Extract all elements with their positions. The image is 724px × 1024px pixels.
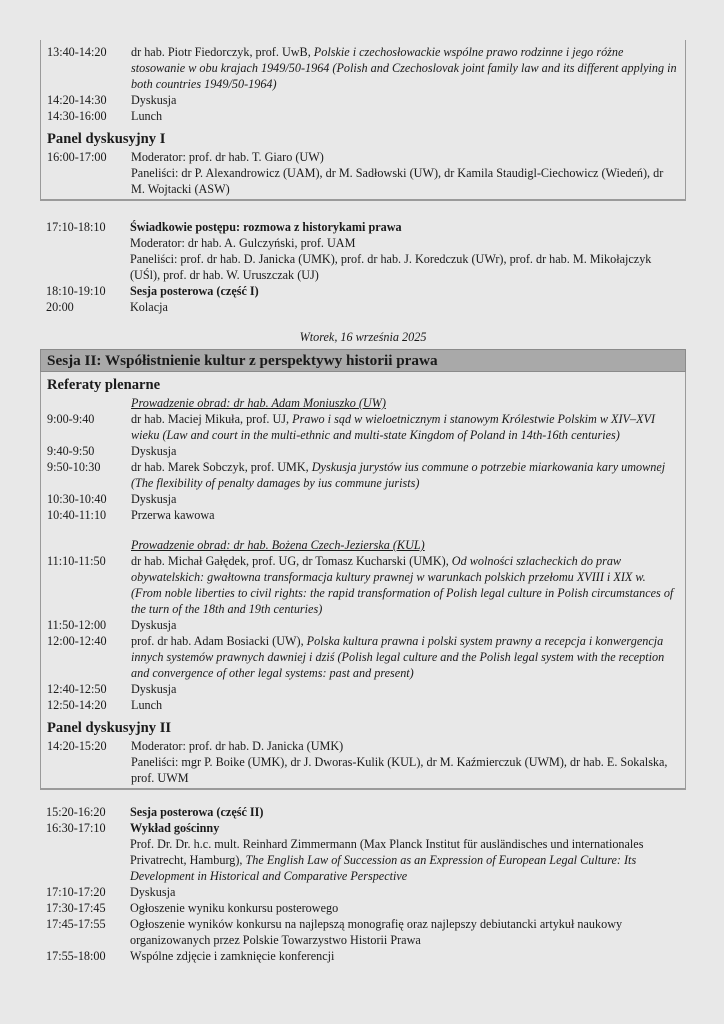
event-text: Lunch [131, 109, 163, 123]
panel1-rows [47, 149, 679, 197]
schedule-row [47, 507, 679, 523]
time-slot: 10:30-10:40 [47, 492, 107, 506]
time-slot: 14:20-14:30 [47, 93, 107, 107]
schedule-row [47, 491, 679, 507]
time-slot: 17:30-17:45 [46, 901, 106, 915]
event-text: dr hab. Maciej Mikuła, prof. UJ, [131, 412, 293, 426]
event-description [130, 900, 680, 916]
schedule-row [47, 92, 679, 108]
event-text: Dyskusja [131, 93, 177, 107]
schedule-row [47, 44, 679, 92]
schedule-block-2 [40, 215, 686, 319]
time-slot [46, 235, 130, 251]
event-text: Paneliści: prof. dr hab. D. Janicka (UMK), prof. dr hab. J. Koredczuk (UWr), prof. dr hab. M. Mikołajczyk (UŚl), prof. dr hab. W. Uruszczak (UJ) [130, 252, 652, 282]
event-description [131, 553, 679, 617]
event-text: Dyskusja [131, 682, 177, 696]
lead-row-2 [47, 537, 679, 553]
time-slot: 14:30-16:00 [47, 109, 107, 123]
time-slot [47, 754, 131, 786]
time-slot: 11:10-11:50 [47, 554, 106, 568]
schedule-row [47, 459, 679, 491]
event-text: Przerwa kawowa [131, 508, 215, 522]
programme-page [40, 40, 686, 968]
event-title: Świadkowie postępu: rozmowa z historykami prawa [130, 220, 402, 234]
time-slot: 17:45-17:55 [46, 917, 106, 931]
time-slot: 16:30-17:10 [46, 821, 106, 835]
plenary-title: Referaty plenarne [47, 377, 161, 393]
event-description [131, 44, 679, 92]
schedule-row [47, 617, 679, 633]
paper-title: The English Law of Succession as an Expression of European Legal Culture: Its Development in Historical and Comparative Perspective [130, 853, 637, 883]
schedule-row [47, 149, 679, 165]
event-description [130, 836, 680, 884]
schedule-box-1 [40, 40, 686, 201]
event-text: Ogłoszenie wyników konkursu na najlepszą monografię oraz najlepszy debiutancki artykuł naukowy organizowanych przez Polskie Towarzystwo Historii Prawa [130, 917, 623, 947]
spacer [40, 201, 686, 215]
time-slot: 9:00-9:40 [47, 412, 95, 426]
block3 [47, 411, 679, 523]
event-title: Sesja posterowa (część I) [130, 284, 259, 298]
paper-title: Od wolności szlacheckich do praw obywatelskich: gwałtowna transformacja kultury prawnej w warunkach polskich przełomu XVIII i XIX w. (From noble liberties to civil rights: the rapid transformation of Polish legal culture in Polish circumstances of the turn of the 18th and 19th centuries) [131, 554, 674, 616]
event-text: Dyskusja [131, 444, 177, 458]
event-description [130, 916, 680, 948]
time-slot: 11:50-12:00 [47, 618, 107, 632]
time-slot [47, 165, 131, 197]
schedule-row [46, 948, 680, 964]
time-slot: 15:20-16:20 [46, 805, 106, 819]
time-slot: 17:55-18:00 [46, 949, 106, 963]
day-heading: Wtorek, 16 września 2025 [299, 330, 427, 344]
schedule-row [47, 553, 679, 617]
event-text: prof. dr hab. Adam Bosiacki (UW), [131, 634, 307, 648]
event-description [131, 633, 679, 681]
event-description [131, 108, 679, 124]
schedule-row [46, 900, 680, 916]
event-text: Wspólne zdjęcie i zamknięcie konferencji [130, 949, 335, 963]
time-slot [46, 251, 130, 283]
panel-title-1: Panel dyskusyjny I [47, 131, 166, 147]
event-title: Wykład gościnny [130, 821, 220, 835]
paper-title: Dyskusja jurystów ius commune o potrzebie miarkowania kary umownej (The flexibility of penalty damages by ius commune jurists) [131, 460, 666, 490]
time-slot: 16:00-17:00 [47, 150, 107, 164]
time-slot: 14:20-15:20 [47, 739, 107, 753]
paper-title: Polskie i czechosłowackie wspólne prawo rodzinne i jego różne stosowanie w obu krajach 1949/50-1964 (Polish and Czechoslovak joint family law and its different applying in both countries 1949/50-1964) [131, 45, 677, 91]
time-slot [46, 836, 130, 884]
event-text: Ogłoszenie wyniku konkursu posterowego [130, 901, 339, 915]
block2 [46, 219, 680, 315]
session-chair-1: Prowadzenie obrad: dr hab. Adam Moniuszko (UW) [131, 396, 386, 410]
paper-title: Polska kultura prawna i polski system prawny a recepcja i konwergencja innych systemów prawnych dawniej i dziś (Polish legal culture and the Polish legal system with the reception and convergence of other legal systems: past and present) [131, 634, 665, 680]
event-text: Moderator: prof. dr hab. D. Janicka (UMK) [131, 739, 344, 753]
event-text: Moderator: prof. dr hab. T. Giaro (UW) [131, 150, 324, 164]
schedule-row [46, 235, 680, 251]
event-text: Lunch [131, 698, 163, 712]
schedule-block-5 [40, 800, 686, 968]
schedule-row [46, 820, 680, 836]
schedule-row [47, 108, 679, 124]
event-description [130, 820, 680, 836]
event-description [131, 411, 679, 443]
event-description [130, 804, 680, 820]
schedule-row [46, 219, 680, 235]
event-description [131, 491, 679, 507]
event-description [131, 165, 679, 197]
event-description [131, 443, 679, 459]
event-description [130, 251, 680, 283]
panel2-rows [47, 738, 679, 786]
event-description [130, 283, 680, 299]
schedule-row [47, 443, 679, 459]
event-description [131, 754, 679, 786]
lead-row-1 [47, 395, 679, 411]
time-slot: 10:40-11:10 [47, 508, 107, 522]
schedule-row [46, 836, 680, 884]
event-text: Dyskusja [131, 618, 177, 632]
time-slot: 18:10-19:10 [46, 284, 106, 298]
event-text: Dyskusja [131, 492, 177, 506]
event-description [131, 459, 679, 491]
panel-title-2: Panel dyskusyjny II [47, 720, 172, 736]
time-slot: 9:40-9:50 [47, 444, 95, 458]
schedule-row [46, 283, 680, 299]
event-text: Kolacja [130, 300, 168, 314]
time-slot: 12:40-12:50 [47, 682, 107, 696]
time-slot: 13:40-14:20 [47, 45, 107, 59]
event-text: Paneliści: mgr P. Boike (UMK), dr J. Dworas-Kulik (KUL), dr M. Kaźmierczuk (UWM), dr hab. E. Sokalska, prof. UWM [131, 755, 668, 785]
schedule-row [47, 411, 679, 443]
event-description [131, 507, 679, 523]
time-slot: 12:50-14:20 [47, 698, 107, 712]
block5 [46, 804, 680, 964]
event-description [130, 948, 680, 964]
event-description [130, 235, 680, 251]
schedule-row [46, 884, 680, 900]
event-text: Prof. Dr. Dr. h.c. mult. Reinhard Zimmermann (Max Planck Institut für ausländisches und internationales Privatrecht, Hamburg), [130, 837, 644, 867]
schedule-row [46, 916, 680, 948]
time-slot: 17:10-17:20 [46, 885, 106, 899]
event-text: Dyskusja [130, 885, 176, 899]
event-description [130, 299, 680, 315]
event-text: Moderator: dr hab. A. Gulczyński, prof. UAM [130, 236, 356, 250]
session-box [40, 372, 686, 790]
schedule-row [46, 299, 680, 315]
time-slot: 20:00 [46, 300, 74, 314]
block4 [47, 553, 679, 713]
schedule-row [47, 754, 679, 786]
schedule-row [46, 251, 680, 283]
schedule-row [47, 165, 679, 197]
event-description [131, 617, 679, 633]
block1 [47, 44, 679, 124]
event-description [131, 681, 679, 697]
schedule-row [46, 804, 680, 820]
session-chair-2: Prowadzenie obrad: dr hab. Bożena Czech-Jezierska (KUL) [131, 538, 425, 552]
time-slot: 9:50-10:30 [47, 460, 101, 474]
event-description [131, 149, 679, 165]
time-slot: 12:00-12:40 [47, 634, 107, 648]
session-heading: Sesja II: Współistnienie kultur z perspektywy historii prawa [40, 349, 686, 372]
schedule-row [47, 681, 679, 697]
event-text: dr hab. Michał Gałędek, prof. UG, dr Tomasz Kucharski (UMK), [131, 554, 452, 568]
event-description [130, 884, 680, 900]
event-title: Sesja posterowa (część II) [130, 805, 264, 819]
schedule-row [47, 633, 679, 681]
event-description [131, 738, 679, 754]
event-description [131, 697, 679, 713]
schedule-row [47, 697, 679, 713]
event-description [130, 219, 680, 235]
time-slot: 17:10-18:10 [46, 220, 106, 234]
schedule-row [47, 738, 679, 754]
event-text: Paneliści: dr P. Alexandrowicz (UAM), dr M. Sadłowski (UW), dr Kamila Staudigl-Ciechowicz (Wiedeń), dr M. Wojtacki (ASW) [131, 166, 664, 196]
event-description [131, 92, 679, 108]
event-text: dr hab. Piotr Fiedorczyk, prof. UwB, [131, 45, 314, 59]
event-text: dr hab. Marek Sobczyk, prof. UMK, [131, 460, 312, 474]
paper-title: Prawo i sąd w wieloetnicznym i stanowym Królestwie Polskim w XIV–XVI wieku (Law and court in the multi-ethnic and multi-state Kingdom of Poland in 14th-16th centuries) [131, 412, 656, 442]
